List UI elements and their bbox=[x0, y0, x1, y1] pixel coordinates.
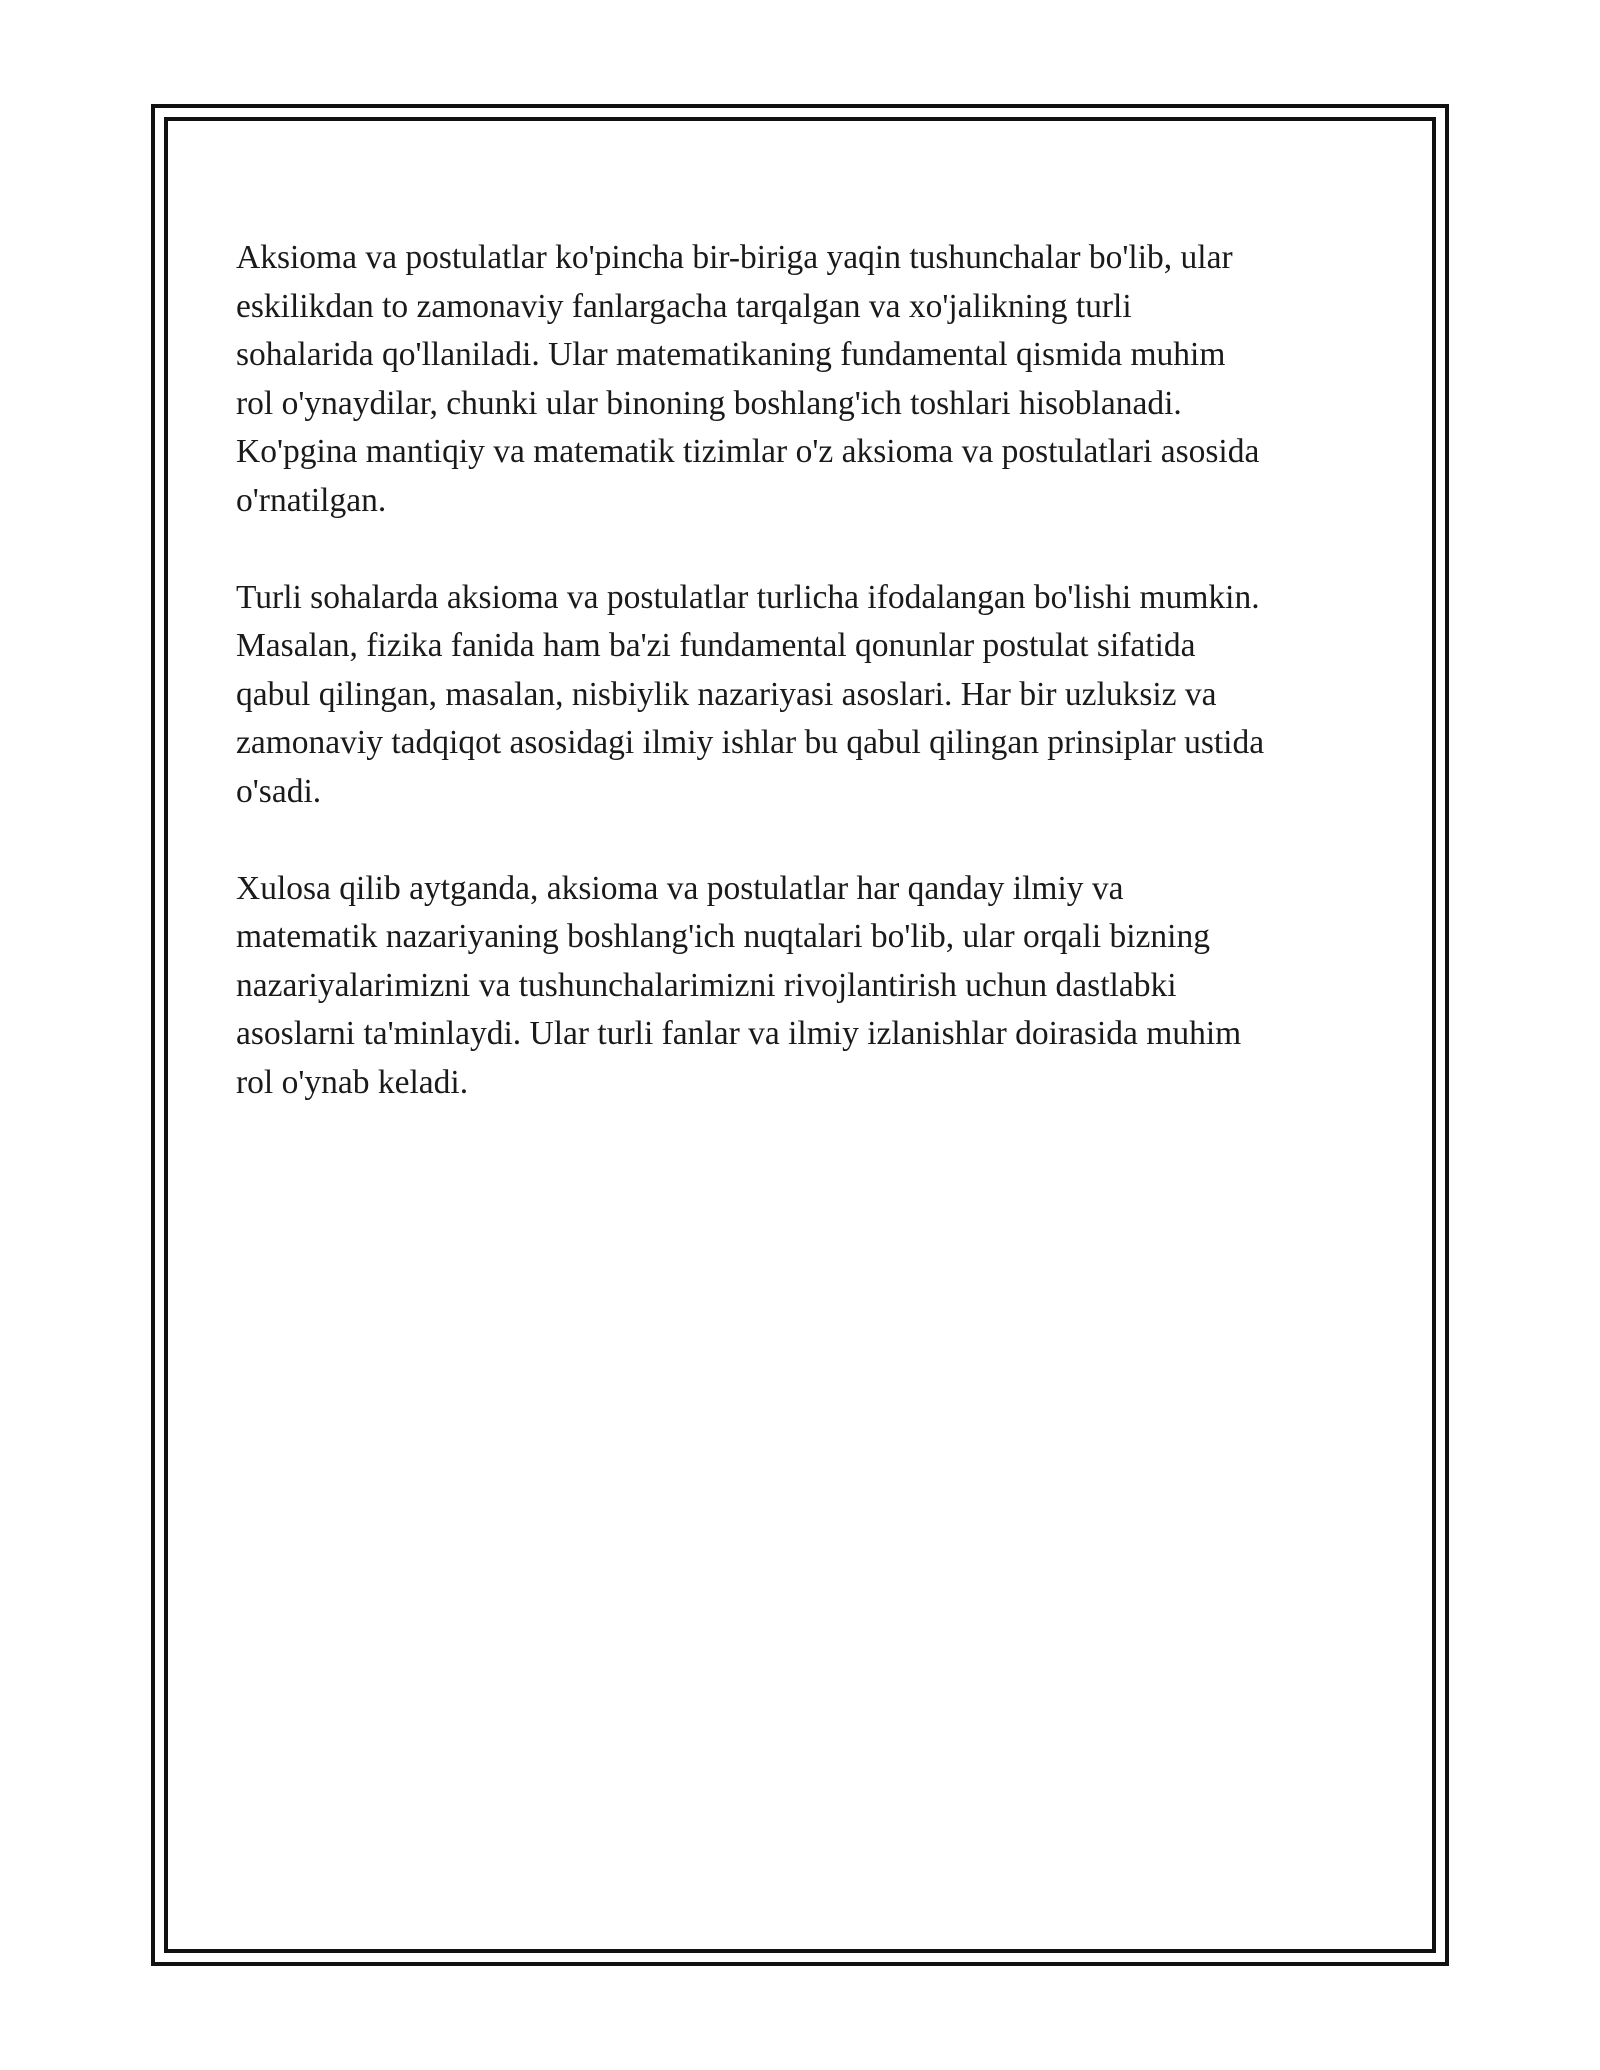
text-line: Masalan, fizika fanida ham ba'zi fundamental qonunlar postulat sifatida bbox=[236, 627, 1196, 664]
text-line: Turli sohalarda aksioma va postulatlar turlicha ifodalangan bo'lishi mumkin. bbox=[236, 578, 1260, 616]
text-line: qabul qilingan, masalan, nisbiylik nazariyasi asoslari. Har bir uzluksiz va bbox=[236, 675, 1217, 713]
text-line: rol o'ynab keladi. bbox=[236, 1063, 469, 1101]
text-line: nazariyalarimizni va tushunchalarimizni rivojlantirish uchun dastlabki bbox=[236, 966, 1177, 1004]
text-line: sohalarida qo'llaniladi. Ular matematikaning fundamental qismida muhim bbox=[236, 336, 1226, 373]
document-body bbox=[236, 234, 1366, 1156]
paragraph-1 bbox=[236, 234, 1366, 525]
paragraph-3 bbox=[236, 865, 1366, 1108]
text-line: eskilikdan to zamonaviy fanlargacha tarqalgan va xo'jalikning turli bbox=[236, 287, 1132, 325]
text-line: matematik nazariyaning boshlang'ich nuqtalari bo'lib, ular orqali bizning bbox=[236, 918, 1210, 955]
text-line: Xulosa qilib aytganda, aksioma va postulatlar har qanday ilmiy va bbox=[236, 869, 1124, 907]
text-line: Aksioma va postulatlar ko'pincha bir-biriga yaqin tushunchalar bo'lib, ular bbox=[236, 239, 1233, 276]
text-line: zamonaviy tadqiqot asosidagi ilmiy ishlar bu qabul qilingan prinsiplar ustida bbox=[236, 724, 1265, 761]
text-line: asoslarni ta'minlaydi. Ular turli fanlar va ilmiy izlanishlar doirasida muhim bbox=[236, 1015, 1242, 1052]
text-line: Ko'pgina mantiqiy va matematik tizimlar o'z aksioma va postulatlari asosida bbox=[236, 433, 1260, 470]
paragraph-2 bbox=[236, 574, 1366, 817]
text-line: o'rnatilgan. bbox=[236, 481, 387, 519]
text-line: rol o'ynaydilar, chunki ular binoning boshlang'ich toshlari hisoblanadi. bbox=[236, 384, 1182, 422]
text-line: o'sadi. bbox=[236, 772, 322, 810]
